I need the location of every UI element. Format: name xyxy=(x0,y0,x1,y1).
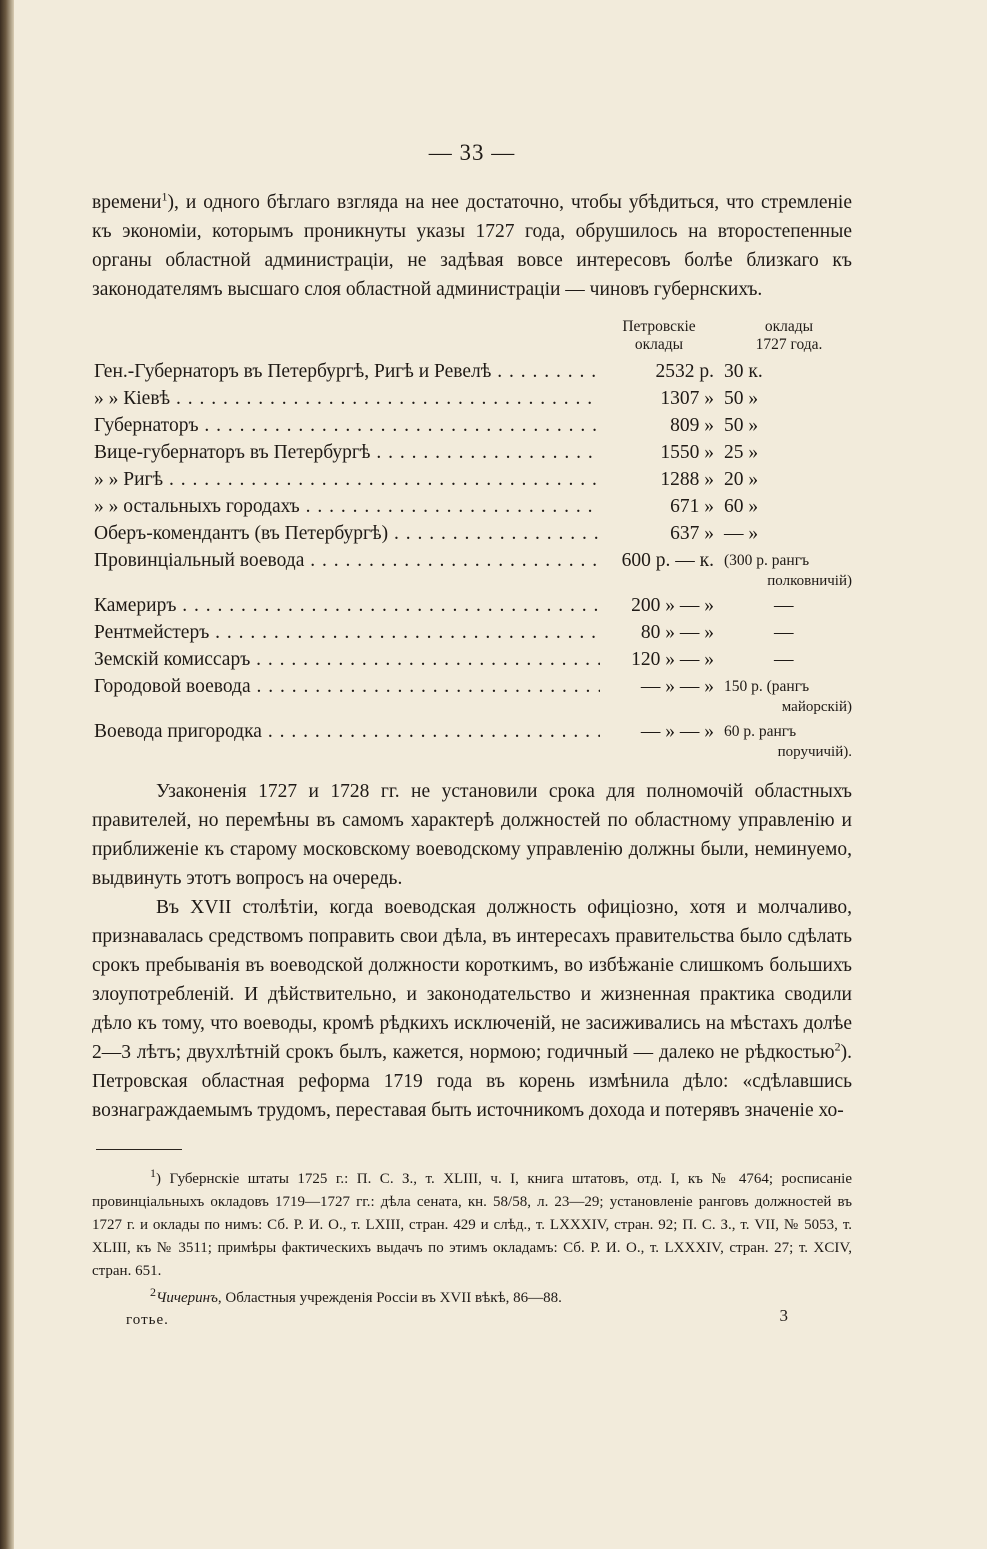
footnote-divider xyxy=(96,1149,182,1150)
page-signature xyxy=(92,1306,852,1336)
table-row: Ген.-Губернаторъ въ Петербургѣ, Ригѣ и Ревелѣ . . . 2532 р. 30 к. xyxy=(92,358,852,385)
col-header-1727: оклады 1727 года. xyxy=(755,318,823,353)
body-paragraph-2: Въ XVII столѣтіи, когда воеводская должность офиціозно, хотя и молчаливо, признавалась средствомъ поправить свои дѣла, въ интересахъ правительства было сдѣлать срокъ пребыванія въ воеводской должности короткимъ, во избѣжаніе слишкомъ большихъ злоупотребленій. И дѣйствительно, и законодательство и жизненная практика сводили дѣло къ тому, что воеводы, кромѣ рѣдкихъ исключеній, не засиживались на мѣстахъ долѣе 2—3 лѣтъ; двухлѣтній срокъ былъ, кажется, нормою; годичный — далеко не рѣдкостью$^2$). Петровская областная реформа 1719 года въ корень измѣнила дѣло: «сдѣлавшись вознаграждаемымъ трудомъ, переставая быть источникомъ дохода и потерявъ значеніе хо- xyxy=(92,897,852,1121)
signature-mark: готье. xyxy=(126,1312,169,1328)
salary-table xyxy=(92,318,852,763)
page-binding-edge xyxy=(0,0,14,1549)
body-paragraph-1: Узаконенія 1727 и 1728 гг. не установили срока для полномочій областныхъ правителей, но перемѣны въ самомъ характерѣ должностей по областному управленію и приближеніе къ старому московскому воеводскому управленію должны были, неминуемо, выдвинуть этотъ вопросъ на очередь. xyxy=(92,781,852,889)
col-header-petrine: Петровскіе оклады xyxy=(622,318,696,353)
table-row: Губернаторъ . . . 809 » 50 » xyxy=(92,412,852,439)
table-row: Провинціальный воевода . . . 600 р. — к. (300 р. рангъ полковничій) xyxy=(92,547,852,592)
table-row: Вице-губернаторъ въ Петербургѣ . . . 1550 » 25 » xyxy=(92,439,852,466)
table-row: Оберъ-комендантъ (въ Петербургѣ) . . . 637 » — » xyxy=(92,520,852,547)
table-row: Воевода пригородка . . . — » — » 60 р. рангъ поручичій). xyxy=(92,718,852,763)
table-row: » » Ригѣ . . . 1288 » 20 » xyxy=(92,466,852,493)
footnote-1: $^1$) Губернскіе штаты 1725 г.: П. С. З., т. XLIII, ч. I, книга штатовъ, отд. I, къ № 4764; росписаніе провинціальныхъ окладовъ 1719—1727 гг.: дѣла сената, кн. 58/58, л. 23—29; установленіе ранговъ должностей въ 1727 г. и оклады по нимъ: Сб. Р. И. О., т. LXIII, стран. 429 и слѣд., т. LXXXIV, стран. 92; П. С. З., т. VII, № 5053, т. XLIII, къ № 3511; примѣры фактическихъ выдачъ по этимъ окладамъ: Сб. Р. И. О., т. LXXXIV, стран. 27; т. XCIV, стран. 651. xyxy=(92,1166,852,1279)
salary-table-header xyxy=(92,318,852,358)
intro-lead: времени xyxy=(92,192,162,213)
table-row: Рентмейстеръ . . . 80 » — » — xyxy=(92,619,852,646)
table-row: Земскій комиссаръ . . . 120 » — » — xyxy=(92,646,852,673)
table-row: » » Кіевѣ . . . 1307 » 50 » xyxy=(92,385,852,412)
table-row: Городовой воевода . . . — » — » 150 р. (рангъ майорскій) xyxy=(92,673,852,718)
table-row: » » остальныхъ городахъ . . . 671 » 60 » xyxy=(92,493,852,520)
table-row: Камериръ . . . 200 » — » — xyxy=(92,592,852,619)
footnote-ref-2: 2 xyxy=(834,1039,841,1054)
footnote-2: $^2$Чичеринъ, Областныя учрежденія Россіи въ XVII вѣкѣ, 86—88. xyxy=(150,1285,562,1306)
footnote-ref-1: 1 xyxy=(161,189,168,204)
intro-paragraph xyxy=(92,188,852,304)
page-number: — 33 — xyxy=(428,140,516,165)
signature-number: 3 xyxy=(779,1306,788,1325)
intro-text: ), и одного бѣглаго взгляда на нее достаточно, чтобы убѣдиться, что стремленіе къ экономіи, которымъ проникнуты указы 1727 года, обрушилось на второстепенные органы областной администраціи, не задѣвая вовсе интересовъ болѣе близкаго къ законодателямъ высшаго слоя областной администраціи — чиновъ губернскихъ. xyxy=(92,192,852,300)
book-page xyxy=(92,140,852,1336)
